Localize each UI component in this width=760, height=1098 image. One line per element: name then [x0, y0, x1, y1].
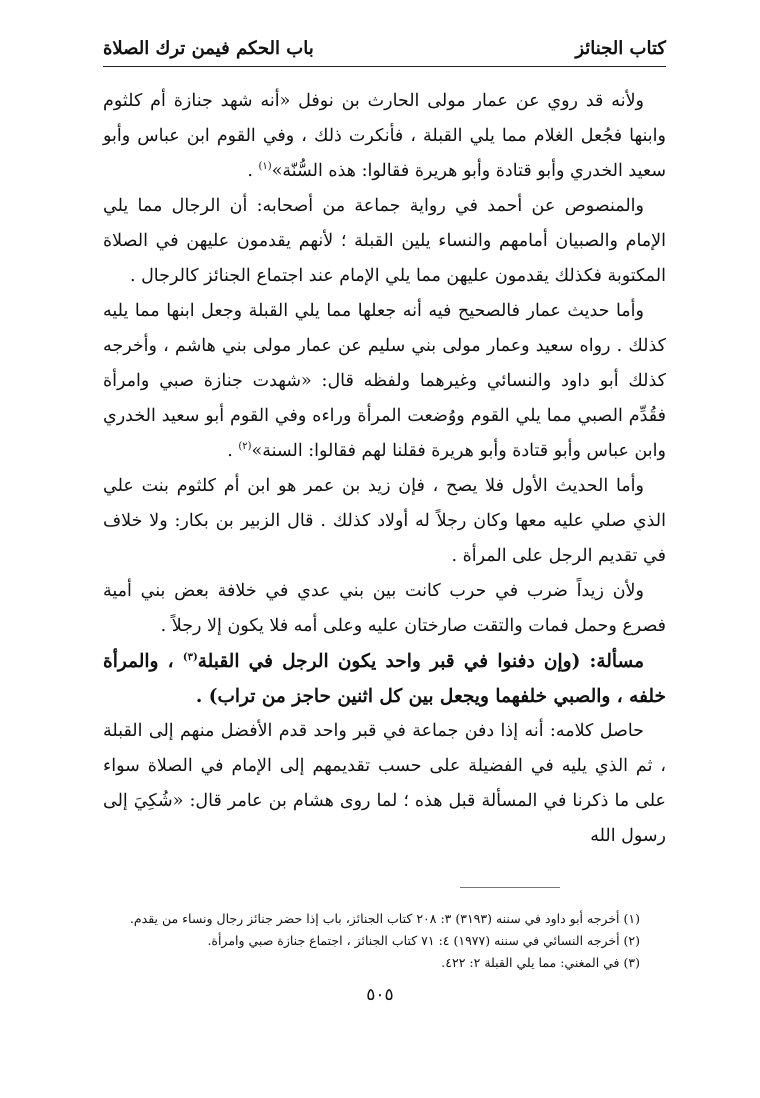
- header-book-title: كتاب الجنائز: [575, 37, 666, 59]
- main-text: [103, 84, 666, 854]
- header-chapter-title: باب الحكم فيمن ترك الصلاة: [103, 37, 314, 59]
- footnote-2: (٢) أخرجه النسائي في سننه (١٩٧٧) ٤: ٧١ كتاب الجنائز ، اجتماع جنازة صبي وامرأة.: [207, 933, 640, 948]
- paragraph-7: حاصل كلامه: أنه إذا دفن جماعة في قبر واحد قدم الأفضل منهم إلى القبلة ، ثم الذي يليه في الفضيلة على حسب تقديمهم إلى الإمام في الصلاة سواء على ما ذكرنا في المسألة قبل هذه ؛ لما روى هشام بن عامر قال: «شُكِيَ إلى رسول الله: [103, 721, 666, 846]
- footnote-1: (١) أخرجه أبو داود في سننه (٣١٩٣) ٣: ٢٠٨ كتاب الجنائز، باب إذا حضر جنائز رجال ونساء من يقدم.: [129, 911, 640, 926]
- footnote-ref-2[interactable]: (٢): [238, 441, 252, 453]
- footnote-3: (٣) في المغني: مما يلي القبلة ٢: ٤٢٢.: [441, 955, 640, 970]
- footnote-ref-1[interactable]: (١): [258, 161, 272, 173]
- paragraph-3: وأما حديث عمار فالصحيح فيه أنه جعلها مما يلي القبلة وجعل ابنها مما يليه كذلك . رواه سعيد وعمار مولى بني سليم عن عمار مولى بني هاشم ، وأخرجه كذلك أبو داود والنسائي وغيرهما ولفظه قال: «شهدت جنازة صبي وامرأة فقُدِّم الصبي مما يلي القوم ووُضعت المرأة وراءه وفي القوم أبو سعيد الخدري وابن عباس وأبو قتادة وأبو هريرة فقلنا لهم فقالوا: السنة»$^{(٢)}$ .: [103, 301, 666, 461]
- footnote-divider: [460, 887, 560, 888]
- footnote-ref-3[interactable]: (٣): [182, 651, 198, 663]
- paragraph-4: وأما الحديث الأول فلا يصح ، فإن زيد بن عمر هو ابن أم كلثوم بنت علي الذي صلي عليه معها وكان رجلاً له أولاد كذلك . قال الزبير بن بكار: ولا خلاف في تقديم الرجل على المرأة .: [103, 476, 666, 566]
- running-header: [103, 30, 666, 67]
- masala-heading: مسألة: (وإن دفنوا في قبر واحد يكون الرجل في القبلة$^{(٣)}$ ، والمرأة خلفه ، والصبي خلفهما ويجعل بين كل اثنين حاجز من تراب) .: [103, 651, 666, 707]
- paragraph-5: ولأن زيداً ضرب في حرب كانت بين بني عدي في خلافة بعض بني أمية فصرع وحمل فمات والتقت صارختان عليه وعلى أمه فلا يكون إلا رجلاً .: [103, 581, 666, 636]
- page-number: ٥٠٥: [366, 985, 394, 1005]
- paragraph-1: ولأنه قد روي عن عمار مولى الحارث بن نوفل «أنه شهد جنازة أم كلثوم وابنها فجُعل الغلام مما يلي القبلة ، فأنكرت ذلك ، وفي القوم ابن عباس وأبو سعيد الخدري وأبو قتادة وأبو هريرة فقالوا: هذه السُّنّة»$^{(١)}$ .: [103, 91, 666, 181]
- footnotes: [103, 908, 640, 974]
- paragraph-2: والمنصوص عن أحمد في رواية جماعة من أصحابه: أن الرجال مما يلي الإمام والصبيان أمامهم والنساء يلين القبلة ؛ لأنهم يقدمون عليهن في الصلاة المكتوبة فكذلك يقدمون عليهن مما يلي الإمام عند اجتماع الجنائز كالرجال .: [103, 196, 666, 286]
